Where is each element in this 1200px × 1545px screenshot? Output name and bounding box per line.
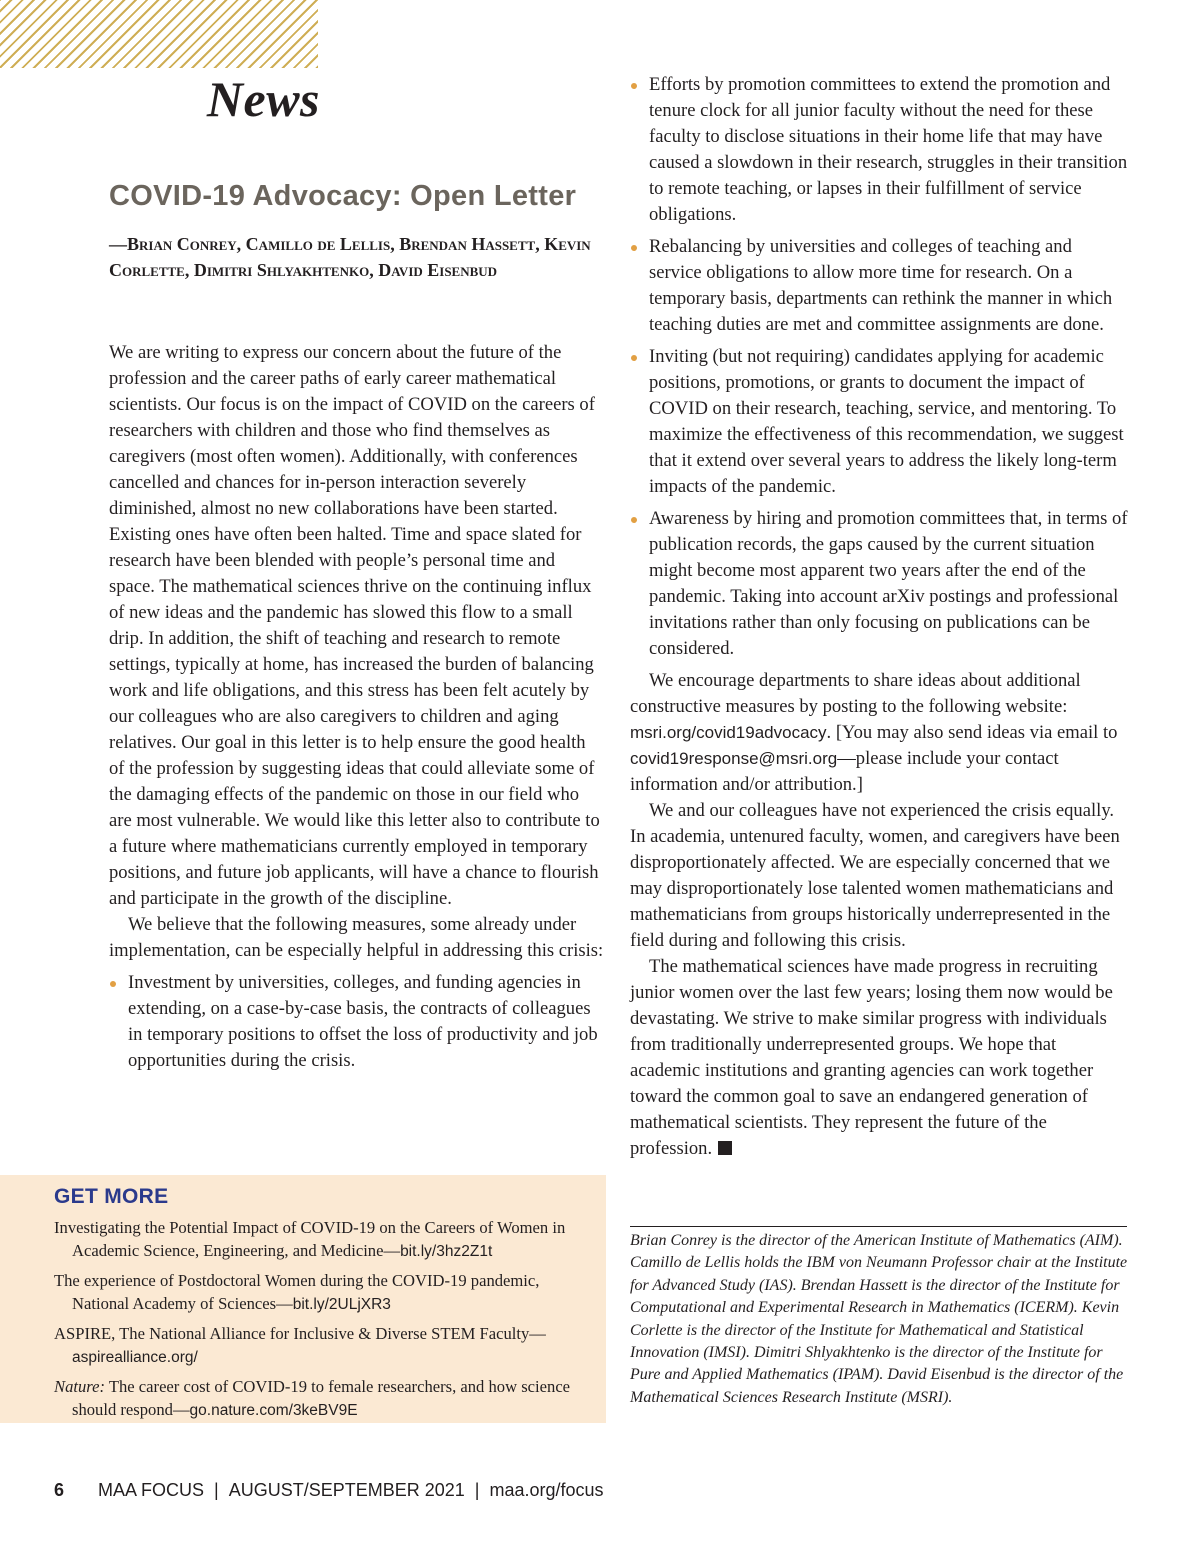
measures-intro: We believe that the following measures, some already under implementation, can be especially helpful in addressing this crisis: xyxy=(109,914,604,961)
article-byline: —Brian Conrey, Camillo de Lellis, Brendan Hassett, Kevin Corlette, Dimitri Shlyakhtenko, David Eisenbud xyxy=(109,234,591,280)
resource-link[interactable]: aspirealliance.org/ xyxy=(72,1348,198,1366)
page-footer xyxy=(54,1480,604,1501)
list-item: Investment by universities, colleges, and funding agencies in extending, on a case-by-case basis, the contracts of colleagues in temporary positions to offset the loss of productivity and job opportunities during the crisis. xyxy=(109,970,605,1074)
encourage-text: We encourage departments to share ideas about additional constructive measures by posting to the following website: xyxy=(630,670,1081,717)
list-item: Awareness by hiring and promotion committees that, in terms of publication records, the gaps caused by the current situation might become most apparent two years after the end of the pandemic. Taking into account arXiv postings and professional invitations rather than only focusing on publications can be considered. xyxy=(630,506,1128,662)
decorative-stripes xyxy=(0,0,318,68)
section-title: News xyxy=(206,71,320,127)
encourage-text: . [You may also send ideas via email to xyxy=(826,722,1118,743)
article-title: COVID-19 Advocacy: Open Letter xyxy=(109,180,577,212)
footer-separator: | xyxy=(474,1480,480,1500)
resource-title: Investigating the Potential Impact of COVID-19 on the Careers of Women in Academic Science, Engineering, and Medicine— xyxy=(54,1218,566,1260)
encourage-text: —please include your contact information and/or attribution.] xyxy=(630,748,1059,795)
measures-list-part-2 xyxy=(630,72,1128,662)
footer-separator: | xyxy=(214,1480,219,1500)
resource-title: ASPIRE, The National Alliance for Inclusive & Diverse STEM Faculty— xyxy=(54,1324,546,1343)
get-more-title: GET MORE xyxy=(54,1185,169,1208)
right-column xyxy=(630,72,1128,1162)
resource-link[interactable]: go.nature.com/3keBV9E xyxy=(189,1401,358,1419)
resource-source: Nature: xyxy=(54,1377,106,1396)
list-item xyxy=(54,1217,594,1263)
bio-divider xyxy=(630,1226,1127,1227)
encourage-paragraph xyxy=(630,668,1128,798)
list-item xyxy=(54,1323,594,1369)
resource-link[interactable]: bit.ly/2ULjXR3 xyxy=(292,1295,391,1313)
publication-name: MAA FOCUS xyxy=(98,1480,205,1500)
left-column xyxy=(109,340,605,1074)
footer-url[interactable]: maa.org/focus xyxy=(489,1480,604,1500)
end-mark-icon xyxy=(718,1141,732,1155)
get-more-list xyxy=(54,1217,594,1429)
resource-link[interactable]: bit.ly/3hz2Z1t xyxy=(400,1242,493,1260)
issue-date: AUGUST/SEPTEMBER 2021 xyxy=(228,1480,465,1500)
closing-paragraph xyxy=(630,954,1128,1162)
resource-title: The experience of Postdoctoral Women during the COVID-19 pandemic, National Academy of Sciences— xyxy=(54,1271,540,1313)
intro-paragraph: We are writing to express our concern about the future of the profession and the career paths of early career mathematical scientists. Our focus is on the impact of COVID on the careers of researchers with children and those who find themselves as caregivers (most often women). Additionally, with conferences cancelled and chances for in-person interaction severely diminished, almost no new collaborations have been started. Existing ones have often been halted. Time and space slated for research have been blended with people’s personal time and space. The mathematical sciences thrive on the continuing influx of new ideas and the pandemic has slowed this flow to a small drip. In addition, the shift of teaching and research to remote settings, typically at home, has increased the burden of balancing work and life obligations, and this stress has been felt acutely by our colleagues who are also caregivers to children and aging relatives. Our goal in this letter is to help ensure the good health of the profession by suggesting ideas that could alleviate some of the damaging effects of the pandemic on those in our field who are most vulnerable. We would like this letter also to contribute to a future where mathematicians currently employed in temporary positions, and future job applicants, will have a chance to flourish and participate in the growth of the discipline. xyxy=(109,342,600,909)
resource-title: The career cost of COVID-19 to female researchers, and how science should respond— xyxy=(72,1377,571,1419)
page-number: 6 xyxy=(54,1480,65,1500)
measures-list-part-1 xyxy=(109,970,605,1074)
closing-text: The mathematical sciences have made progress in recruiting junior women over the last few years; losing them now would be devastating. We strive to make similar progress with individuals from traditionally underrepresented groups. We hope that academic institutions and granting agencies can work together toward the common goal to save an endangered generation of mathematical scientists. They represent the future of the profession. xyxy=(630,956,1113,1159)
list-item: Rebalancing by universities and colleges of teaching and service obligations to allow more time for research. On a temporary basis, departments can rethink the manner in which teaching duties are met and committee assignments are done. xyxy=(630,234,1128,338)
equality-paragraph: We and our colleagues have not experienced the crisis equally. In academia, untenured faculty, women, and caregivers have been disproportionately affected. We are especially concerned that we may disproportionately lose talented women mathematicians and mathematicians from groups historically underrepresented in the field during and following this crisis. xyxy=(630,800,1120,951)
list-item: Efforts by promotion committees to extend the promotion and tenure clock for all junior faculty without the need for these faculty to disclose situations in their home life that may have caused a slowdown in their research, struggles in their transition to remote teaching, or lapses in their fulfillment of service obligations. xyxy=(630,72,1128,228)
list-item: Inviting (but not requiring) candidates applying for academic positions, promotions, or grants to document the impact of COVID on their research, teaching, service, and mentoring. To maximize the effectiveness of this recommendation, we suggest that it extend over several years to address the likely long-term impacts of the pandemic. xyxy=(630,344,1128,500)
website-link[interactable]: msri.org/covid19advocacy xyxy=(630,723,827,742)
author-bio: Brian Conrey is the director of the American Institute of Mathematics (AIM). Camillo de Lellis holds the IBM von Neumann Professor chair at the Institute for Advanced Study (IAS). Brendan Hassett is the director of the Institute for Computational and Experimental Research in Mathematics (ICERM). Kevin Corlette is the director of the Institute for Mathematical and Statistical Innovation (IMSI). Dimitri Shlyakhtenko is the director of the Institute for Pure and Applied Mathematics (IPAM). David Eisenbud is the director of the Mathematical Sciences Research Institute (MSRI). xyxy=(630,1232,1128,1406)
list-item xyxy=(54,1376,594,1422)
email-link[interactable]: covid19response@msri.org xyxy=(630,749,838,768)
list-item xyxy=(54,1270,594,1316)
